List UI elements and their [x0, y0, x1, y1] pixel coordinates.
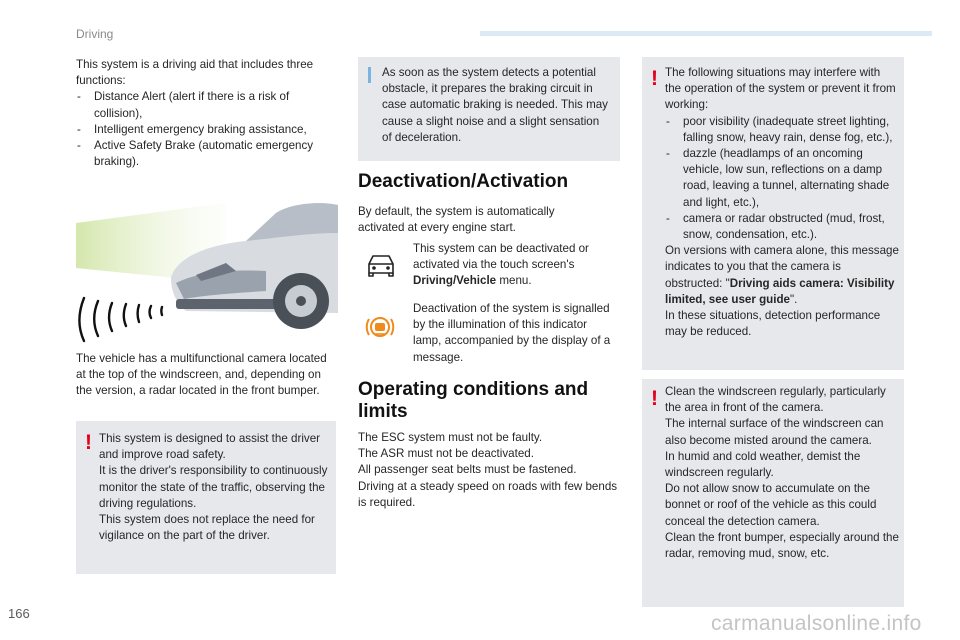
list-item: - camera or radar obstructed (mud, frost, snow, condensation, etc.). [665, 211, 899, 243]
warning-line: This system is designed to assist the driver and improve road safety. [99, 432, 321, 462]
condition-line: Driving at a steady speed on roads with few bends is required. [358, 479, 618, 509]
driving-vehicle-menu-name: Driving/Vehicle [413, 274, 497, 288]
header-bar [480, 31, 932, 36]
cleaning-line: In humid and cold weather, demist the windscreen regularly. [665, 449, 861, 480]
exclamation-icon: ! [651, 387, 658, 410]
interference-intro: The following situations may interfere with the operation of the system or prevent it from working: [665, 66, 896, 112]
info-box [358, 57, 620, 161]
cleaning-text [665, 384, 901, 562]
interference-box [642, 57, 904, 370]
cleaning-box [642, 379, 904, 607]
info-text: As soon as the system detects a potential obstacle, it prepares the braking circuit in case automatic braking is needed. This may cause a slight noise and a slight sensation of deceleration. [382, 66, 608, 144]
warning-text [99, 431, 331, 544]
page-number: 166 [8, 606, 30, 621]
car-front-icon [365, 253, 397, 277]
watermark: carmanualsonline.info [711, 612, 922, 635]
camera-text: The vehicle has a multifunctional camera located at the top of the windscreen, and, depending on the version, a radar located in the front bumper. [76, 352, 327, 398]
list-item: - poor visibility (inadequate street lighting, falling snow, heavy rain, dense fog, etc.), [665, 114, 899, 146]
exclamation-icon: ! [651, 67, 658, 90]
intro-sentence: This system is a driving aid that includes three functions: [76, 58, 314, 88]
list-item: - dazzle (headlamps of an oncoming vehicle, low sun, reflections on a damp road, leaving a tunnel, alternating shade and light, etc.), [665, 146, 899, 211]
deactivation-menu-text [413, 241, 609, 290]
section-header: Driving [76, 27, 114, 41]
camera-message [665, 243, 899, 308]
cleaning-line: Do not allow snow to accumulate on the bonnet or roof of the vehicle as this could conceal the detection camera. [665, 482, 877, 528]
deactivation-menu-post: menu. [496, 274, 532, 288]
warning-lamp-icon [364, 311, 396, 343]
camera-message-bold: Driving aids camera: Visibility limited, see user guide [665, 276, 895, 306]
warning-line: This system does not replace the need for vigilance on the part of the driver. [99, 513, 315, 543]
condition-line: The ASR must not be deactivated. [358, 447, 534, 461]
condition-line: All passenger seat belts must be fastened. [358, 463, 577, 477]
interference-text [665, 65, 899, 340]
interference-end: In these situations, detection performance may be reduced. [665, 309, 881, 339]
deactivation-menu-pre: This system can be deactivated or activated via the touch screen's [413, 242, 589, 272]
conditions-text [358, 430, 620, 511]
functions-list [76, 89, 338, 170]
cleaning-line: Clean the windscreen regularly, particularly the area in front of the camera. [665, 385, 886, 415]
list-item: - Active Safety Brake (automatic emergency braking). [76, 138, 338, 170]
list-item: - Distance Alert (alert if there is a risk of collision), [76, 89, 338, 121]
cleaning-line: The internal surface of the windscreen can also become misted around the camera. [665, 417, 884, 447]
warning-box [76, 421, 336, 574]
info-icon [368, 67, 371, 83]
deactivation-heading: Deactivation/Activation [358, 171, 569, 192]
cleaning-line: Clean the front bumper, especially around the radar, removing mud, snow, etc. [665, 530, 899, 561]
list-item: - Intelligent emergency braking assistance, [76, 122, 338, 138]
conditions-heading: Operating conditions and limits [358, 379, 589, 422]
indicator-lamp-text: Deactivation of the system is signalled by the illumination of this indicator lamp, accompanied by the display of a message. [413, 302, 611, 364]
condition-line: The ESC system must not be faulty. [358, 431, 543, 444]
warning-line: It is the driver's responsibility to continuously monitor the state of the traffic, observing the driving regulations. [99, 464, 328, 510]
interference-list [665, 114, 899, 244]
intro-text [76, 57, 338, 170]
deactivation-default: By default, the system is automatically activated at every engine start. [358, 205, 555, 235]
camera-message-post: ". [790, 292, 798, 306]
exclamation-icon: ! [85, 431, 92, 454]
car-radar-illustration [76, 183, 338, 343]
camera-message-pre: On versions with camera alone, this message indicates to you that the camera is obstructed: " [665, 244, 899, 290]
